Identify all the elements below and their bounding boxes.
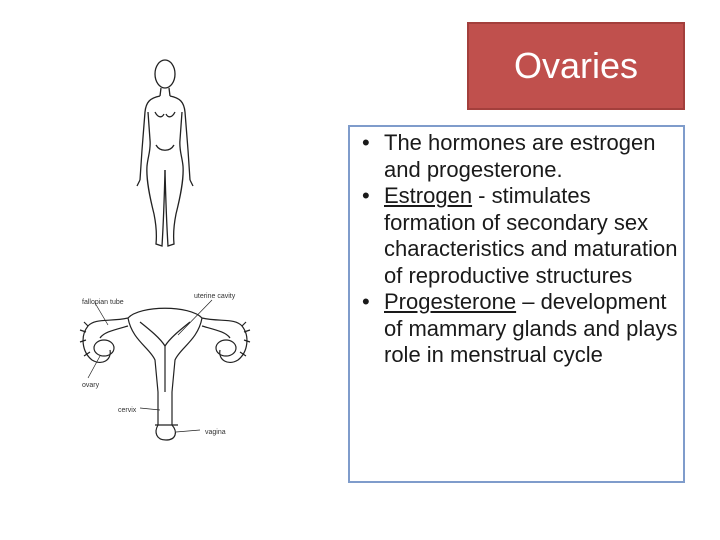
bullet-separator: – bbox=[516, 289, 541, 314]
label-ovary: ovary bbox=[82, 382, 100, 389]
bullet-dot-icon: • bbox=[362, 183, 370, 208]
label-fallopian-tube: fallopian tube bbox=[82, 299, 124, 306]
label-vagina: vagina bbox=[205, 429, 226, 436]
bullet-item bbox=[358, 289, 686, 369]
content-box bbox=[348, 125, 685, 483]
bullet-dot-icon: • bbox=[362, 130, 370, 155]
bullet-dot-icon: • bbox=[362, 289, 370, 314]
bullet-item bbox=[358, 183, 686, 289]
reproductive-system-diagram bbox=[80, 300, 250, 440]
bullet-term: Estrogen bbox=[384, 183, 473, 208]
bullet-separator: - bbox=[472, 183, 492, 208]
slide-title-box bbox=[467, 22, 685, 110]
label-uterine-cavity: uterine cavity bbox=[194, 293, 236, 300]
slide-title: Ovaries bbox=[513, 45, 639, 86]
bullet-list bbox=[358, 130, 686, 369]
bullet-item bbox=[358, 130, 686, 183]
female-body-figure bbox=[137, 60, 193, 246]
bullet-text: development of mammary glands and plays role in menstrual cycle bbox=[384, 289, 678, 367]
bullet-term: Progesterone bbox=[384, 289, 517, 314]
bullet-text: The hormones are estrogen and progesterone. bbox=[384, 130, 656, 182]
bullet-text: stimulates formation of secondary sex characteristics and maturation of reproductive structures bbox=[384, 183, 678, 288]
label-cervix: cervix bbox=[118, 407, 137, 414]
